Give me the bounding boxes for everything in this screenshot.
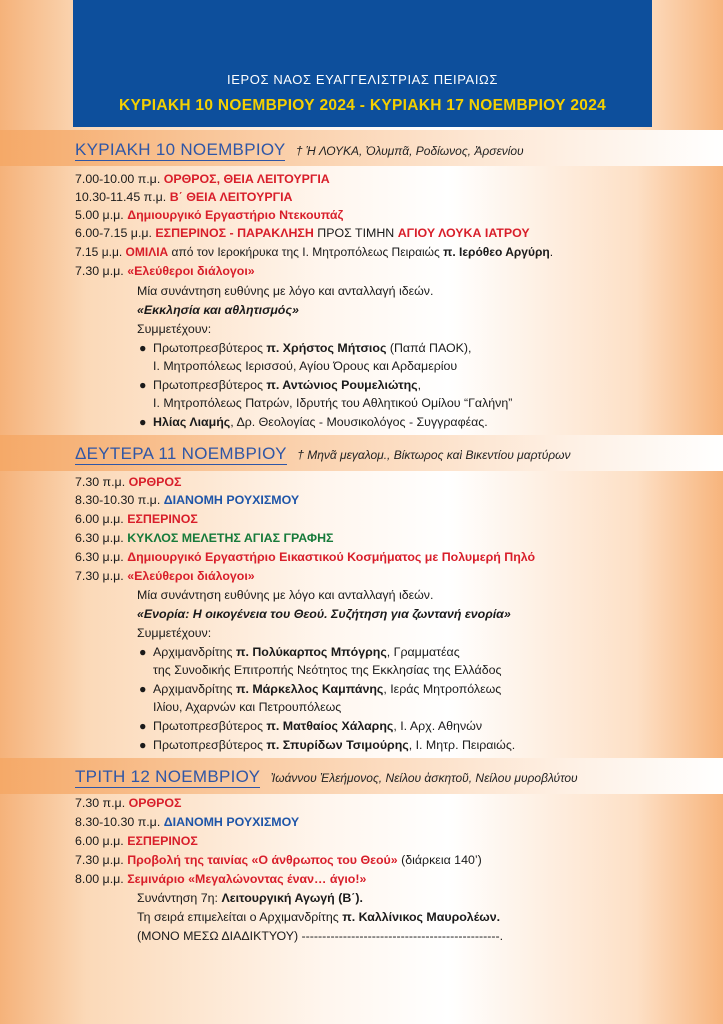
event-row: 7.30 π.μ. ΟΡΘΡΟΣ — [75, 475, 182, 489]
bullet-icon: ● — [139, 415, 147, 429]
participants-label: Συμμετέχουν: — [137, 322, 212, 336]
participant-detail: της Συνοδικής Επιτροπής Νεότητος της Εκκλησίας της Ελλάδος — [153, 663, 502, 677]
participant: ● Αρχιμανδρίτης π. Πολύκαρπος Μπόγρης, Γραμματέας — [139, 645, 460, 659]
event-row: 6.30 μ.μ. ΚΥΚΛΟΣ ΜΕΛΕΤΗΣ ΑΓΙΑΣ ΓΡΑΦΗΣ — [75, 531, 334, 545]
event-row: 7.30 μ.μ. «Ελεύθεροι διάλογοι» — [75, 264, 255, 278]
dialogue-topic: «Εκκλησία και αθλητισμός» — [137, 303, 299, 317]
dialogue-intro: Μία συνάντηση ευθύνης με λόγο και ανταλλαγή ιδεών. — [137, 284, 434, 298]
event-row: 6.00 μ.μ. ΕΣΠΕΡΙΝΟΣ — [75, 834, 198, 848]
dialogue-topic: «Ενορία: Η οικογένεια του Θεού. Συζήτηση για ζωντανή ενορία» — [137, 607, 511, 621]
event-row: 7.15 μ.μ. ΟΜΙΛΙΑ από τον Ιεροκήρυκα της Ι. Μητροπόλεως Πειραιώς π. Ιερόθεο Αργύρη. — [75, 245, 554, 259]
event-row: 7.00-10.00 π.μ. ΟΡΘΡΟΣ, ΘΕΙΑ ΛΕΙΤΟΥΡΓΙΑ — [75, 172, 330, 186]
day-saints: Ἰωάννου Ἐλεήμονος, Νείλου ἀσκητοῦ, Νείλου μυροβλύτου — [270, 771, 578, 785]
participant-detail: Ιλίου, Αχαρνών και Πετρουπόλεως — [153, 700, 342, 714]
day-title: ΔΕΥΤΕΡΑ 11 ΝΟΕΜΒΡΙΟΥ — [75, 444, 287, 463]
event-row: 8.00 μ.μ. Σεμινάριο «Μεγαλώνοντας έναν… άγιο!» — [75, 872, 367, 886]
participant: ● Πρωτοπρεσβύτερος π. Σπυρίδων Τσιμούρης, Ι. Μητρ. Πειραιώς. — [139, 738, 516, 752]
event-row: 7.30 π.μ. ΟΡΘΡΟΣ — [75, 796, 182, 810]
day-heading-sunday — [75, 140, 524, 160]
bullet-icon: ● — [139, 682, 147, 696]
event-row: 7.30 μ.μ. «Ελεύθεροι διάλογοι» — [75, 569, 255, 583]
dialogue-intro: Μία συνάντηση ευθύνης με λόγο και ανταλλαγή ιδεών. — [137, 588, 434, 602]
participant: ● Πρωτοπρεσβύτερος π. Ματθαίος Χάλαρης, Ι. Αρχ. Αθηνών — [139, 719, 483, 733]
day-heading-tuesday — [75, 767, 578, 787]
bullet-icon: ● — [139, 719, 147, 733]
church-name: ΙΕΡΟΣ ΝΑΟΣ ΕΥΑΓΓΕΛΙΣΤΡΙΑΣ ΠΕΙΡΑΙΩΣ — [227, 72, 498, 87]
seminar-meeting: Συνάντηση 7η: Λειτουργική Αγωγή (Β΄). — [137, 891, 363, 905]
day-title: ΚΥΡΙΑΚΗ 10 ΝΟΕΜΒΡΙΟΥ — [75, 140, 286, 159]
bullet-icon: ● — [139, 341, 147, 355]
seminar-curator: Τη σειρά επιμελείται ο Αρχιμανδρίτης π. Καλλίνικος Μαυρολέων. — [137, 910, 501, 924]
bullet-icon: ● — [139, 645, 147, 659]
event-row: 5.00 μ.μ. Δημιουργικό Εργαστήριο Ντεκουπάζ — [75, 208, 344, 222]
day-title: ΤΡΙΤΗ 12 ΝΟΕΜΒΡΙΟΥ — [75, 767, 261, 786]
participant-detail: Ι. Μητροπόλεως Πατρών, Ιδρυτής του Αθλητικού Ομίλου “Γαλήνη” — [153, 396, 513, 410]
event-row: 10.30-11.45 π.μ. Β΄ ΘΕΙΑ ΛΕΙΤΟΥΡΓΙΑ — [75, 190, 293, 204]
day-saints: † Μηνᾶ μεγαλομ., Βίκτωρος καὶ Βικεντίου μαρτύρων — [297, 448, 571, 462]
event-row: 6.30 μ.μ. Δημιουργικό Εργαστήριο Εικαστικού Κοσμήματος με Πολυμερή Πηλό — [75, 550, 536, 564]
event-row: 6.00 μ.μ. ΕΣΠΕΡΙΝΟΣ — [75, 512, 198, 526]
seminar-online-note: (ΜΟΝΟ ΜΕΣΩ ΔΙΑΔΙΚΤΥΟΥ) ------------------------------------------------. — [137, 929, 504, 943]
header-banner — [73, 0, 652, 127]
event-row: 8.30-10.30 π.μ. ΔΙΑΝΟΜΗ ΡΟΥΧΙΣΜΟΥ — [75, 493, 300, 507]
event-row: 6.00-7.15 μ.μ. ΕΣΠΕΡΙΝΟΣ - ΠΑΡΑΚΛΗΣΗ ΠΡΟΣ ΤΙΜΗΝ ΑΓΙΟΥ ΛΟΥΚΑ ΙΑΤΡΟΥ — [75, 226, 530, 240]
participant: ● Αρχιμανδρίτης π. Μάρκελλος Καμπάνης, Ιεράς Μητροπόλεως — [139, 682, 502, 696]
event-row: 7.30 μ.μ. Προβολή της ταινίας «Ο άνθρωπος του Θεού» (διάρκεια 140’) — [75, 853, 482, 867]
bullet-icon: ● — [139, 378, 147, 392]
participant-detail: Ι. Μητροπόλεως Ιερισσού, Αγίου Όρους και Αρδαμερίου — [153, 359, 458, 373]
day-saints: † Ἡ ΛΟΥΚΑ, Ὀλυμπᾶ, Ροδίωνος, Ἀρσενίου — [295, 144, 524, 158]
day-heading-monday — [75, 444, 571, 464]
participants-label: Συμμετέχουν: — [137, 626, 212, 640]
bullet-icon: ● — [139, 738, 147, 752]
date-range: ΚΥΡΙΑΚΗ 10 ΝΟΕΜΒΡΙΟΥ 2024 - ΚΥΡΙΑΚΗ 17 ΝΟΕΜΒΡΙΟΥ 2024 — [118, 97, 607, 114]
event-row: 8.30-10.30 π.μ. ΔΙΑΝΟΜΗ ΡΟΥΧΙΣΜΟΥ — [75, 815, 300, 829]
participant: ● Ηλίας Λιαμής, Δρ. Θεολογίας - Μουσικολόγος - Συγγραφέας. — [139, 415, 488, 429]
participant: ● Πρωτοπρεσβύτερος π. Χρήστος Μήτσιος (Παπά ΠΑΟΚ), — [139, 341, 472, 355]
participant: ● Πρωτοπρεσβύτερος π. Αντώνιος Ρουμελιώτης, — [139, 378, 422, 392]
